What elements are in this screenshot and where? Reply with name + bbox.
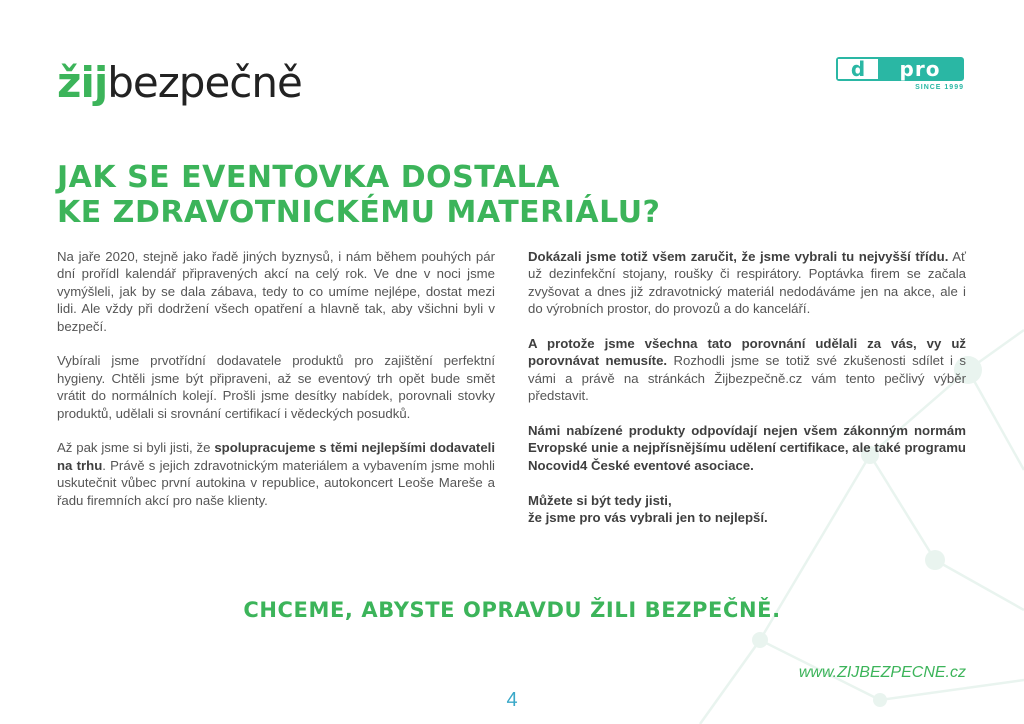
logo-zij: žij [57, 58, 108, 107]
right-paragraph-3 [528, 422, 966, 474]
left-paragraph-2: Vybírali jsme prvotřídní dodavatele produktů pro zajištění perfektní hygieny. Chtěli jsme být připraveni, až se eventový trh opět bude smět vrátit do normálních kolejí. Prošli jsme desítky nabídek, porovnali stovky produktů, udělali si srovnání certifikací i vědeckých posudků. [57, 353, 495, 421]
right-p4-line-2: že jsme pro vás vybrali jen to nejlepší. [528, 510, 768, 526]
left-p3-text-a: Až pak jsme si byli jisti, že [57, 440, 215, 456]
page-title [57, 160, 660, 230]
right-paragraph-4 [528, 492, 966, 527]
title-line-2: KE ZDRAVOTNICKÉMU MATERIÁLU? [57, 195, 661, 230]
title-line-1: JAK SE EVENTOVKA DOSTALA [57, 160, 560, 195]
logo-bezpecne: bezpečně [107, 58, 302, 107]
right-paragraph-2 [528, 335, 966, 405]
right-p2-text: Rozhodli jsme se totiž své zkušenosti sdílet i s vámi a právě na stránkách Žijbezpečně.cz vám tento pečlivý výběr představit. [528, 353, 966, 404]
right-p4-line-1: Můžete si být tedy jisti, [528, 492, 672, 508]
right-p3-bold: Námi nabízené produkty odpovídají nejen všem zákonným normám Evropské unie a nejpřísnějšímu udělení certifikace, ale také programu Nocovid4 České eventové asociace. [528, 423, 966, 473]
slogan: CHCEME, ABYSTE OPRAVDU ŽILI BEZPEČNĚ. [243, 598, 781, 622]
page-number: 4 [506, 689, 518, 711]
dpro-since-text: SINCE 1999 [915, 84, 964, 91]
left-p3-bold: spolupracujeme s těmi nejlepšími dodavateli na trhu [57, 440, 495, 473]
left-p3-text-c: . Právě s jejich zdravotnickým materiálem a vybavením jsme mohli uskutečnit vůbec první autokina v republice, autokoncert Leoše Mareše a řadu firemních akcí pro naše klienty. [57, 457, 495, 508]
dpro-logo-pro: pro [878, 59, 962, 79]
right-paragraph-1 [528, 248, 966, 318]
website-link[interactable]: www.ZIJBEZPECNE.cz [798, 664, 966, 681]
right-p2-bold: A protože jsme všechna tato porovnání udělali za vás, vy už porovnávat nemusíte. [528, 336, 966, 369]
dpro-logo-box [836, 57, 964, 81]
left-paragraph-1: Na jaře 2020, stejně jako řadě jiných byznysů, i nám během pouhých pár dní prořídl kalendář připravených akcí na celý rok. Ve dne v noci jsme vymýšleli, jak by se dala zábava, tedy to co umíme nejlépe, dostat mezi lidi. Ale vždy při dodržení všech opatření a hlavně tak, aby všichni byli v bezpečí. [57, 249, 495, 334]
left-paragraph-3 [57, 439, 495, 509]
right-p1-bold: Dokázali jsme totiž všem zaručit, že jsme vybrali tu nejvyšší třídu. [528, 249, 949, 264]
right-p1-text: Ať už dezinfekční stojany, roušky či respirátory. Poptávka firem se začala zvyšovat a dnes již zdravotnický materiál nedodáváme jen na akce, ale i do výrobních prostor, do provozů a do kanceláří. [528, 249, 966, 317]
right-column [528, 248, 966, 544]
dpro-logo-d: d [838, 59, 878, 79]
zijbezpecne-logo [57, 58, 302, 114]
dpro-logo [836, 57, 964, 91]
left-column [57, 248, 495, 526]
